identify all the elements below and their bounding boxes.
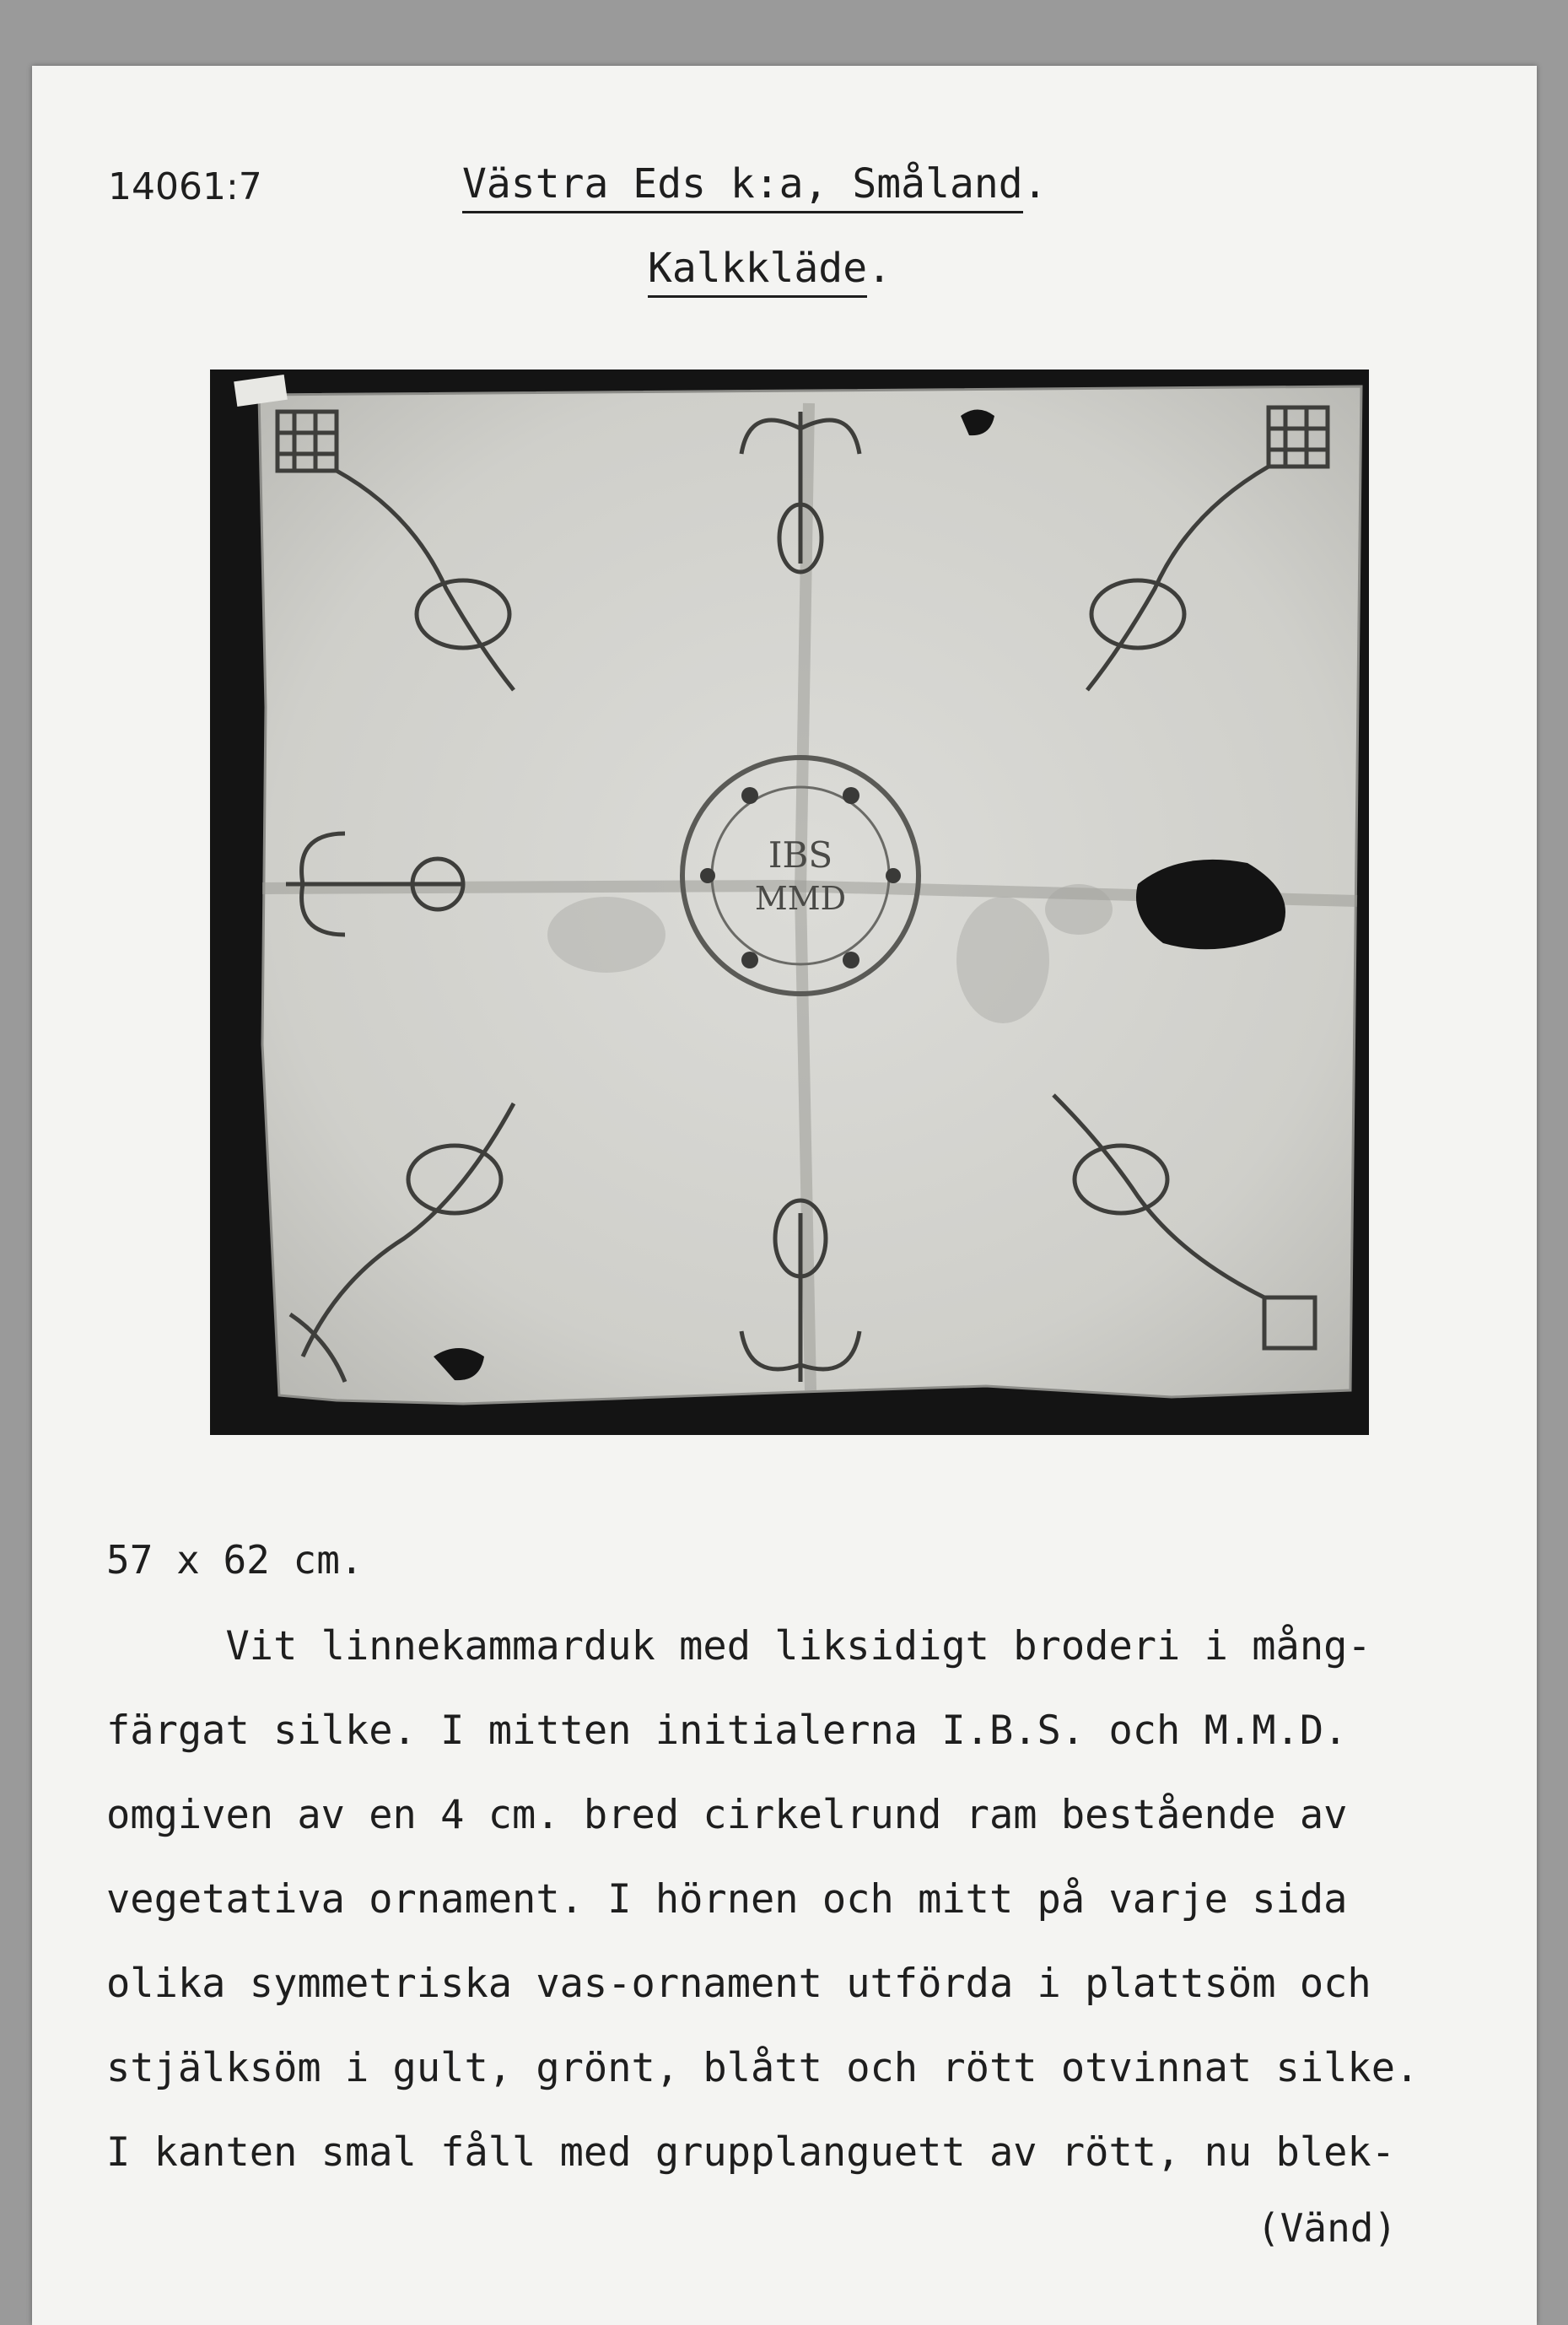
monogram-top: IBS [768,834,833,876]
dimensions: 57 x 62 cm. [106,1537,364,1583]
object-type-period: . [867,245,892,292]
description-line-2: färgat silke. I mitten initialerna I.B.S. och M.M.D. [106,1707,1348,1754]
archive-card [32,66,1537,2325]
location-text: Västra Eds k:a, Småland [462,160,1023,213]
description-line-3: omgiven av en 4 cm. bred cirkelrund ram bestående av [106,1792,1348,1838]
catalog-number: 14061:7 [108,165,262,208]
description-line-6: stjälksöm i gult, grönt, blått och rött otvinnat silke. [106,2045,1420,2091]
description-line-1: Vit linnekammarduk med liksidigt broderi i mång- [106,1623,1371,1670]
heading-location [462,160,1048,208]
description-line-5: olika symmetriska vas-ornament utförda i plattsöm och [106,1961,1371,2007]
monogram-bottom: MMD [754,880,847,917]
turn-over-note: (Vänd) [1257,2205,1398,2251]
heading-object-type [648,245,892,292]
textile-photograph [210,370,1369,1435]
description-line-7: I kanten smal fåll med grupplanguett av rött, nu blek- [106,2129,1396,2176]
photo-image [210,370,1369,1435]
location-period: . [1022,160,1048,208]
description-line-4: vegetativa ornament. I hörnen och mitt på varje sida [106,1876,1348,1923]
object-type-text: Kalkkläde [648,245,867,298]
